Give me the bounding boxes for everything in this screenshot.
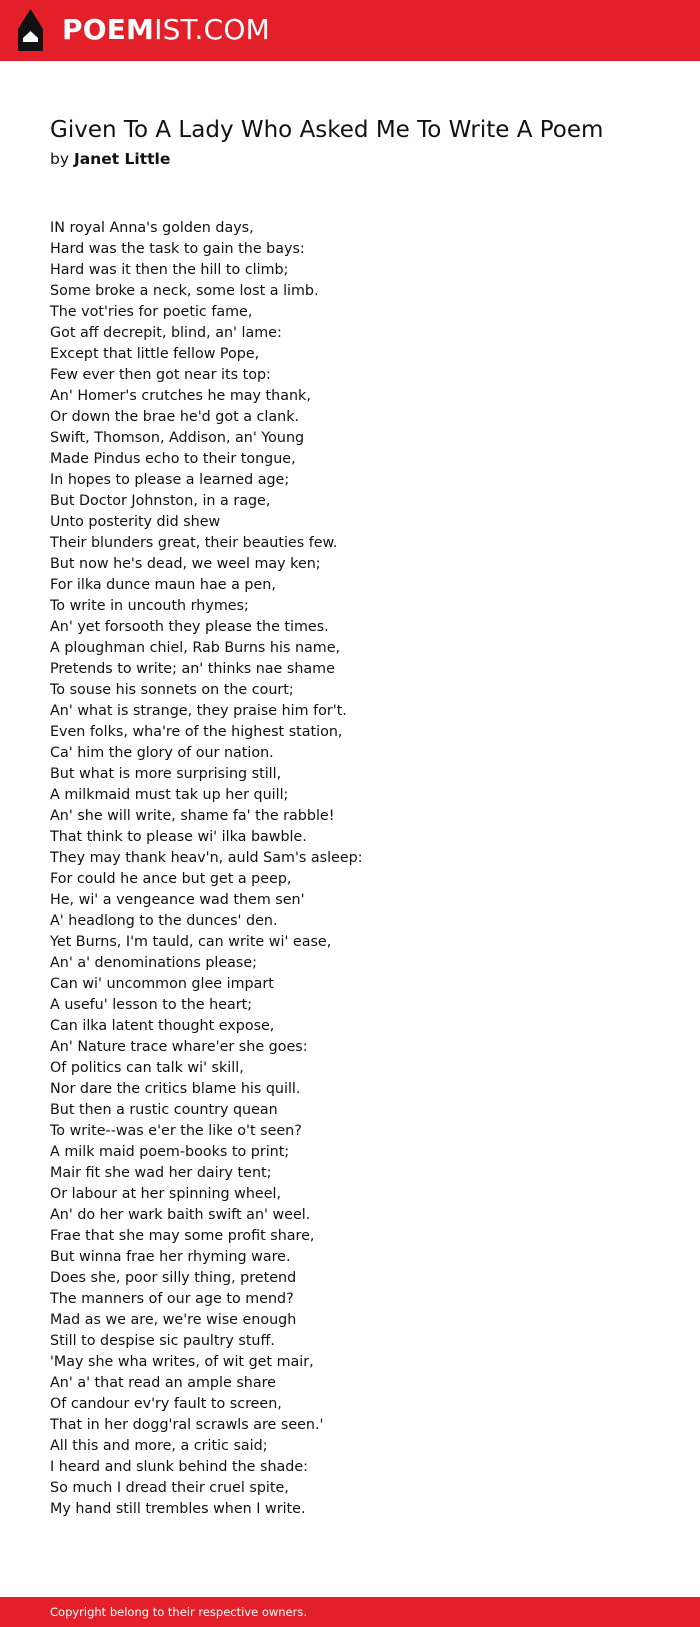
poem-line: That think to please wi' ilka bawble.	[50, 829, 307, 845]
poem-line: The vot'ries for poetic fame,	[50, 304, 253, 320]
poem-line: Of politics can talk wi' skill,	[50, 1060, 244, 1076]
poem-line: The manners of our age to mend?	[50, 1291, 294, 1307]
poem-line: To souse his sonnets on the court;	[50, 682, 294, 698]
poem-line: But now he's dead, we weel may ken;	[50, 556, 321, 572]
logo-text-light: IST.COM	[154, 13, 270, 46]
poem-line: Some broke a neck, some lost a limb.	[50, 283, 319, 299]
poem-line: But Doctor Johnston, in a rage,	[50, 493, 271, 509]
footer-copyright: Copyright belong to their respective owners.	[50, 1605, 308, 1619]
poem-line: They may thank heav'n, auld Sam's asleep:	[50, 850, 363, 866]
poem-line: I heard and slunk behind the shade:	[50, 1459, 308, 1475]
poem-line: An' Homer's crutches he may thank,	[50, 388, 311, 404]
poem-line: That in her dogg'ral scrawls are seen.'	[50, 1417, 324, 1433]
poem-line: Yet Burns, I'm tauld, can write wi' ease,	[50, 934, 332, 950]
poem-line: To write--was e'er the like o't seen?	[50, 1123, 302, 1139]
poem-line: But what is more surprising still,	[50, 766, 282, 782]
poem-line: Nor dare the critics blame his quill.	[50, 1081, 301, 1097]
poem-line: So much I dread their cruel spite,	[50, 1480, 289, 1496]
poem-line: An' Nature trace whare'er she goes:	[50, 1039, 308, 1055]
poem-line: A usefu' lesson to the heart;	[50, 997, 253, 1013]
poem-line: Can wi' uncommon glee impart	[50, 976, 274, 992]
poem-line: Or labour at her spinning wheel,	[50, 1186, 282, 1202]
poem-line: Swift, Thomson, Addison, an' Young	[50, 430, 305, 446]
poem-line: For could he ance but get a peep,	[50, 871, 292, 887]
poem-line: My hand still trembles when I write.	[50, 1501, 306, 1517]
poem-line: 'May she wha writes, of wit get mair,	[50, 1354, 314, 1370]
poem-line: Mad as we are, we're wise enough	[50, 1312, 297, 1328]
poem-title: Given To A Lady Who Asked Me To Write A Poem	[50, 117, 604, 143]
poem-line: Of candour ev'ry fault to screen,	[50, 1396, 282, 1412]
poem-line: For ilka dunce maun hae a pen,	[50, 577, 276, 593]
poem-line: IN royal Anna's golden days,	[50, 220, 254, 236]
author-name[interactable]: Janet Little	[73, 150, 171, 168]
poem-line: An' what is strange, they praise him for't.	[50, 703, 347, 719]
poem-line: An' do her wark baith swift an' weel.	[50, 1207, 311, 1223]
poem-line: He, wi' a vengeance wad them sen'	[50, 892, 305, 908]
poem-line: An' a' denominations please;	[50, 955, 257, 971]
poem-line: An' yet forsooth they please the times.	[50, 619, 329, 635]
poem-line: An' she will write, shame fa' the rabble!	[50, 808, 335, 824]
poem-line: All this and more, a critic said;	[50, 1438, 268, 1454]
poem-line: Unto posterity did shew	[50, 514, 221, 530]
poem-line: Pretends to write; an' thinks nae shame	[50, 661, 335, 677]
header-bar	[0, 0, 700, 61]
pencil-logo-icon[interactable]	[18, 9, 43, 51]
poem-line: A milk maid poem-books to print;	[50, 1144, 290, 1160]
poem-body	[50, 218, 670, 1520]
poem-line: A ploughman chiel, Rab Burns his name,	[50, 640, 341, 656]
poem-line: But winna frae her rhyming ware.	[50, 1249, 291, 1265]
poem-line: A milkmaid must tak up her quill;	[50, 787, 289, 803]
poem-line: Got aff decrepit, blind, an' lame:	[50, 325, 282, 341]
footer-bar	[0, 1597, 700, 1627]
byline	[50, 148, 170, 170]
poem-line: Ca' him the glory of our nation.	[50, 745, 274, 761]
poem-line: An' a' that read an ample share	[50, 1375, 276, 1391]
poem-line: To write in uncouth rhymes;	[50, 598, 249, 614]
poem-line: Except that little fellow Pope,	[50, 346, 260, 362]
poem-line: Still to despise sic paultry stuff.	[50, 1333, 275, 1349]
poem-line: Can ilka latent thought expose,	[50, 1018, 275, 1034]
site-logo[interactable]	[62, 12, 270, 48]
poem-line: Hard was the task to gain the bays:	[50, 241, 305, 257]
poem-line: Few ever then got near its top:	[50, 367, 271, 383]
poem-line: Mair fit she wad her dairy tent;	[50, 1165, 272, 1181]
poem-line: But then a rustic country quean	[50, 1102, 278, 1118]
poem-line: Frae that she may some profit share,	[50, 1228, 315, 1244]
by-label: by	[50, 150, 70, 168]
poem-line: Hard was it then the hill to climb;	[50, 262, 289, 278]
poem-line: Made Pindus echo to their tongue,	[50, 451, 296, 467]
poem-line: Even folks, wha're of the highest station,	[50, 724, 343, 740]
poem-line: Does she, poor silly thing, pretend	[50, 1270, 297, 1286]
poem-line: A' headlong to the dunces' den.	[50, 913, 278, 929]
poem-line: Or down the brae he'd got a clank.	[50, 409, 300, 425]
poem-line: In hopes to please a learned age;	[50, 472, 290, 488]
logo-text-bold: POEM	[62, 13, 155, 46]
poem-line: Their blunders great, their beauties few.	[50, 535, 338, 551]
